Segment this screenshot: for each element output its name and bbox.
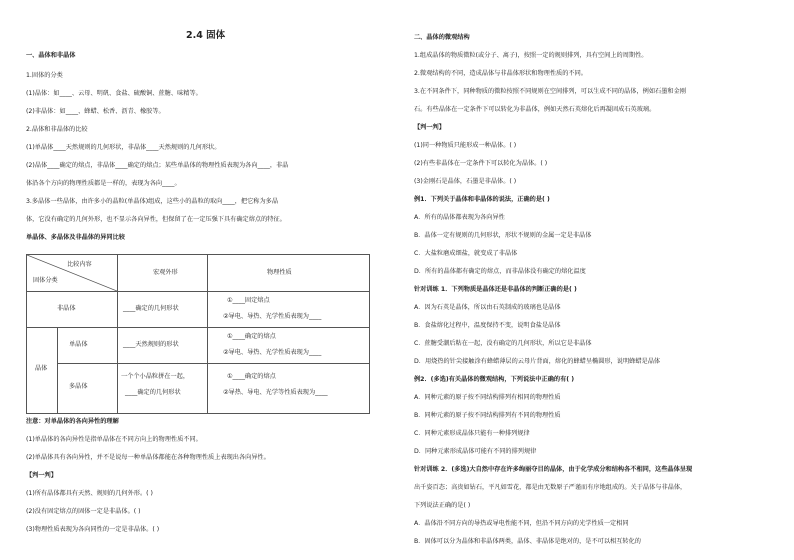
table-divider (57, 363, 369, 364)
text-line: 2.晶体和非晶体的比较 (26, 126, 88, 133)
table-divider (27, 291, 369, 292)
cell-poly-shape: 一个个小晶粒拼在一起， (121, 373, 190, 380)
table-header-shape: 宏观外形 (153, 269, 178, 276)
text-line: (2)没有固定熔点的固体一定是非晶体。( ) (26, 508, 141, 515)
cell-single-prop1: ①____确定的熔点 (227, 333, 276, 340)
cell-poly-prop1: ①____确定的熔点 (227, 373, 276, 380)
text-line: (2)非晶体：如____、蜂蜡、松香、沥青、橡胶等。 (26, 108, 165, 115)
option-line: B．同种元素的原子按不同结构排列有不同的物理性质 (414, 412, 561, 419)
page-title: 2.4 固体 (186, 30, 226, 41)
judge-heading: 【判一判】 (414, 124, 445, 131)
text-line: 3.多晶体一些晶体，由许多小的晶粒(单晶体)组成，这些小的晶粒的取向____，把它称为多晶 (26, 198, 279, 205)
option-line: C．同种元素形成晶体只能有一种排列规律 (414, 430, 530, 437)
cell-single-shape: ____天然规则的形状 (123, 341, 179, 348)
table-divider (57, 327, 58, 413)
text-line: (1)同一种物质只能形成一种晶体。( ) (414, 142, 517, 149)
text-line: (1)单晶体的各向异性是指单晶体在不同方向上的物理性质不同。 (26, 436, 202, 443)
table-header-compare: 比较内容 (67, 261, 92, 268)
cell-single-prop2: ②导电、导热、光学性质表现为____ (223, 349, 322, 356)
option-line: A．同种元素的原子按不同结构排列有相同的物理性质 (414, 394, 561, 401)
option-line: C．大盐粒磨成细盐，就变成了非晶体 (414, 250, 518, 257)
text-line: (2)晶体____确定的熔点，非晶体____确定的熔点；某些单晶体的物理性质表现为各向____，非晶 (26, 162, 289, 169)
note-heading: 注意：对单晶体的各向异性的理解 (26, 418, 119, 425)
text-line: (1)单晶体____天然规则的几何形状，非晶体____天然规则的几何形状。 (26, 144, 221, 151)
table-caption: 单晶体、多晶体及非晶体的异同比较 (26, 234, 125, 241)
section-heading: 二、晶体的微观结构 (414, 34, 470, 41)
text-line: 体，它没有确定的几何外形，也不显示各向异性，但保留了在一定压强下具有确定熔点的特征。 (26, 216, 286, 223)
option-line: B．晶体一定有规则的几何形状，形状不规则的金属一定是非晶体 (414, 232, 592, 239)
text-line: (1)晶体：如____、云母、明矾、食盐、硫酸铜、蔗糖、味精等。 (26, 90, 202, 97)
text-line: (3)物理性质表现为各向同性的一定是非晶体。( ) (26, 526, 160, 533)
text-line: (2)单晶体具有各向异性，并不是说每一种单晶体都能在各种物理性质上表现出各向异性。 (26, 454, 270, 461)
option-line: A．所有的晶体都表现为各向异性 (414, 214, 505, 221)
cell-amorphous-shape: ____确定的几何形状 (123, 305, 179, 312)
section-heading: 一、晶体和非晶体 (26, 52, 76, 59)
row-label-polycrystal: 多晶体 (69, 383, 88, 390)
text-line: (1)所有晶体都具有天然、规则的几何外形。( ) (26, 490, 153, 497)
option-line: A．因为石英是晶体，所以由石英制成的玻璃也是晶体 (414, 304, 561, 311)
example-question: 例1．下列关于晶体和非晶体的说法，正确的是( ) (414, 196, 550, 203)
practice-question: 针对训练 2．(多选)大自然中存在许多绚丽夺目的晶体，由于化学成分和结构各不相同，这些晶体呈现 (414, 466, 693, 473)
table-divider (117, 255, 118, 413)
text-line: (3)金刚石是晶体，石墨是非晶体。( ) (414, 178, 517, 185)
cell-poly-prop2: ②导热、导电、光学等性质表现为____ (223, 389, 328, 396)
option-line: D．用烧热的针尖接触涂有蜂蜡薄层的云母片背面，熔化的蜂蜡呈椭圆形，说明蜂蜡是晶体 (414, 358, 661, 365)
row-label-single-crystal: 单晶体 (69, 341, 88, 348)
text-line: 下列说法正确的是( ) (414, 502, 471, 509)
text-line: 2.微观结构的不同，造成晶体与非晶体形状和物理性质的不同。 (414, 70, 587, 77)
judge-heading: 【判一判】 (26, 472, 57, 479)
text-line: 1.固体的分类 (26, 72, 63, 79)
cell-poly-shape: ____确定的几何形状 (125, 389, 181, 396)
option-line: B．食盐熔化过程中，温度保持不变，说明食盐是晶体 (414, 322, 561, 329)
text-line: 出千姿百态；高贵如钻石，平凡如雪花，都是由无数原子严谨而有序地组成的。关于晶体与非晶体， (414, 484, 687, 491)
text-line: 石。有些晶体在一定条件下可以转化为非晶体，例如天然石英熔化后再凝固成石英玻璃。 (414, 106, 656, 113)
row-label-crystal: 晶体 (35, 365, 48, 372)
option-line: D．同种元素形成晶体可能有不同的排列规律 (414, 448, 537, 455)
option-line: B．固体可以分为晶体和非晶体两类，晶体、非晶体是绝对的，是不可以相互转化的 (414, 538, 641, 545)
table-divider (207, 255, 208, 413)
text-line: 3.在不同条件下，同种物质的微粒按照不同规则在空间排列，可以生成不同的晶体，例如石墨和金刚 (414, 88, 686, 95)
text-line: 体沿各个方向的物理性质都是一样的，表现为各向____。 (26, 180, 181, 187)
table-header-classification: 固体分类 (33, 277, 58, 284)
table-header-property: 物理性质 (267, 269, 292, 276)
option-line: A．晶体沿不同方向的导热或导电性能不同，但沿不同方向的光学性质一定相同 (414, 520, 629, 527)
row-label-amorphous: 非晶体 (57, 305, 76, 312)
comparison-table (26, 254, 370, 414)
option-line: D．所有的晶体都有确定的熔点，而非晶体没有确定的熔化温度 (414, 268, 586, 275)
text-line: 1.组成晶体的物质微粒(或分子、离子)，按照一定的规则排列，具有空间上的周期性。 (414, 52, 648, 59)
option-line: C．蔗糖受潮后粘在一起，没有确定的几何形状，所以它是非晶体 (414, 340, 592, 347)
example-question: 例2．(多选)有关晶体的微观结构，下列说法中正确的有( ) (414, 376, 575, 383)
cell-amorphous-prop2: ②导电、导热、光学性质表现为____ (223, 313, 322, 320)
cell-amorphous-prop1: ①____固定熔点 (227, 297, 270, 304)
table-divider (27, 327, 369, 328)
practice-question: 针对训练 1．下列物质是晶体还是非晶体的判断正确的是( ) (414, 286, 577, 293)
text-line: (2)有些非晶体在一定条件下可以转化为晶体。( ) (414, 160, 548, 167)
